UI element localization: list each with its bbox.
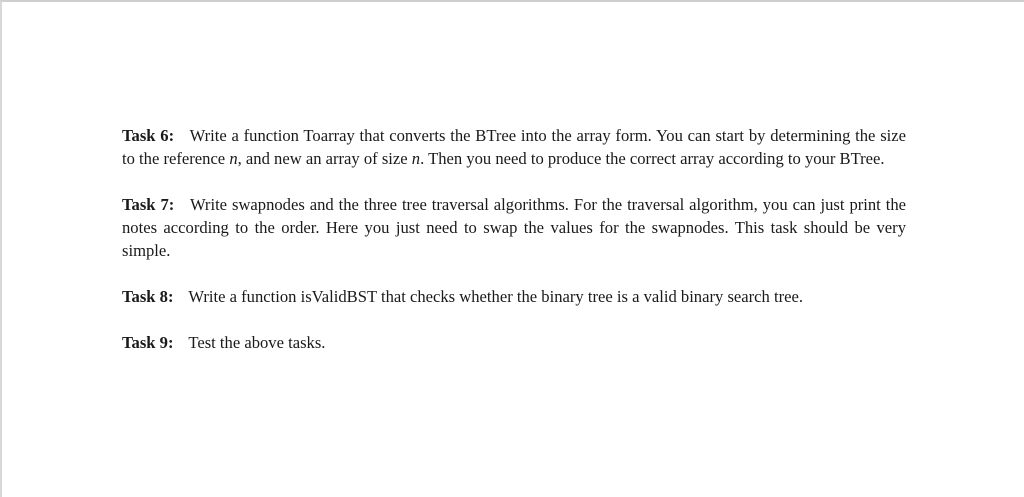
task-9-text: Test the above tasks.: [188, 333, 326, 352]
task-7-label: Task 7:: [122, 195, 175, 214]
task-list: [122, 124, 906, 354]
task-8-text: Write a function isValidBST that checks whether the binary tree is a valid binary search tree.: [188, 287, 803, 306]
task-7: [122, 193, 906, 262]
task-6: [122, 124, 906, 170]
math-variable-n: n: [411, 149, 421, 168]
task-9-label: Task 9:: [122, 333, 174, 352]
task-9: [122, 331, 906, 354]
task-6-text: Write a function Toarray that converts the BTree into the array form. You can start by determining the size to the reference: [122, 126, 906, 168]
math-variable-n: n: [229, 149, 238, 168]
task-8: [122, 285, 906, 308]
task-6-text: . Then you need to produce the correct array according to your BTree.: [420, 149, 885, 168]
task-6-text: , and new an array of size: [237, 149, 412, 168]
task-8-label: Task 8:: [122, 287, 174, 306]
task-6-label: Task 6:: [122, 126, 175, 145]
task-7-text: Write swapnodes and the three tree traversal algorithms. For the traversal algorithm, you can just print the notes according to the order. Here you just need to swap the values for the swapnodes. This task should be very simple.: [122, 195, 906, 260]
